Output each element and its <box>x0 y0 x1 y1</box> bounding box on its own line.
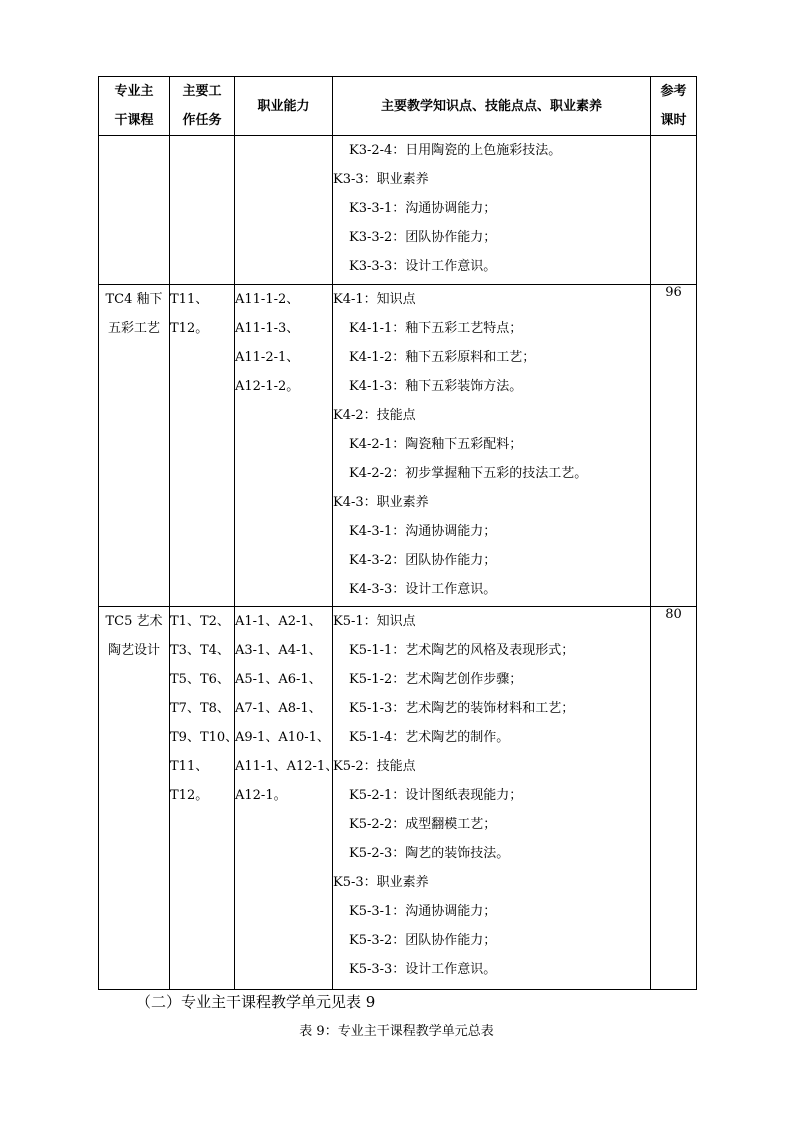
hours-cell: 80 <box>651 607 697 990</box>
knowledge-item: K5-2-2：成型翻模工艺； <box>349 817 497 832</box>
course-name <box>105 285 162 343</box>
knowledge-item: K3-3-3：设计工作意识。 <box>349 259 497 274</box>
ability-item: A12-1-2。 <box>235 379 300 394</box>
table-row <box>99 607 697 990</box>
hours-cell: 96 <box>651 285 697 607</box>
header-hours-line: 课时 <box>660 113 687 128</box>
knowledge-item: K4-2-2：初步掌握釉下五彩的技法工艺。 <box>349 466 588 481</box>
knowledge-item: K5-3-3：设计工作意识。 <box>349 962 497 977</box>
task-item: T9、T10、 <box>170 730 239 745</box>
course-name-line: TC4 釉下 <box>105 292 163 307</box>
header-tasks <box>170 77 235 136</box>
knowledge-item: K5-2-1：设计图纸表现能力； <box>349 788 523 803</box>
knowledge-item: K4-3-1：沟通协调能力； <box>349 524 497 539</box>
knowledge-group: K5-1：知识点 <box>333 614 416 629</box>
course-name-line: TC5 艺术 <box>105 614 163 629</box>
header-course <box>99 77 170 136</box>
knowledge-group: K4-3：职业素养 <box>333 495 429 510</box>
ability-item: A12-1。 <box>235 788 287 803</box>
knowledge-item: K5-3-1：沟通协调能力； <box>349 904 497 919</box>
header-hours-line: 参考 <box>660 84 687 99</box>
course-name-line: 五彩工艺 <box>107 321 160 336</box>
task-item: T12。 <box>170 321 209 336</box>
ability-item: A9-1、A10-1、 <box>235 730 330 745</box>
ability-item: A11-1-2、 <box>235 292 300 307</box>
knowledge-group: K3-3：职业素养 <box>333 172 429 187</box>
hours-cell <box>651 136 697 285</box>
abilities-cell <box>235 607 339 990</box>
ability-item: A5-1、A6-1、 <box>235 672 322 687</box>
knowledge-item: K4-1-3：釉下五彩装饰方法。 <box>349 379 523 394</box>
knowledge-item: K5-3-2：团队协作能力； <box>349 933 497 948</box>
knowledge-item: K4-1-2：釉下五彩原料和工艺； <box>349 350 536 365</box>
knowledge-item: K4-2-1：陶瓷釉下五彩配料； <box>349 437 523 452</box>
header-course-line: 专业主 <box>114 84 154 99</box>
abilities-cell <box>235 136 333 285</box>
ability-item: A3-1、A4-1、 <box>235 643 322 658</box>
tasks-cell <box>170 607 239 990</box>
course-cell <box>99 285 170 607</box>
table-row <box>99 136 697 285</box>
table-caption: 表 9：专业主干课程教学单元总表 <box>299 1024 494 1039</box>
knowledge-cell <box>333 136 651 285</box>
header-row <box>99 77 697 136</box>
knowledge-item: K3-2-4：日用陶瓷的上色施彩技法。 <box>349 143 562 158</box>
ability-item: A7-1、A8-1、 <box>235 701 322 716</box>
knowledge-group: K5-2：技能点 <box>333 759 416 774</box>
knowledge-cell <box>333 607 651 990</box>
knowledge-item: K3-3-2：团队协作能力； <box>349 230 497 245</box>
knowledge-item: K5-2-3：陶艺的装饰技法。 <box>349 846 510 861</box>
task-item: T7、T8、 <box>170 701 230 716</box>
ability-item: A11-2-1、 <box>235 350 300 365</box>
table-body <box>99 136 697 990</box>
table-row <box>99 285 697 607</box>
header-knowledge <box>333 77 651 136</box>
knowledge-item: K4-3-3：设计工作意识。 <box>349 582 497 597</box>
header-abilities <box>235 77 333 136</box>
course-table <box>98 76 697 990</box>
knowledge-group: K5-3：职业素养 <box>333 875 429 890</box>
tasks-cell <box>170 285 235 607</box>
header-abilities-label: 职业能力 <box>257 98 310 114</box>
header-tasks-line: 主要工 <box>182 84 222 99</box>
header-course-line: 干课程 <box>114 113 154 128</box>
task-item: T5、T6、 <box>170 672 230 687</box>
knowledge-group: K4-1：知识点 <box>333 292 416 307</box>
ability-item: A1-1、A2-1、 <box>235 614 322 629</box>
knowledge-item: K5-1-2：艺术陶艺创作步骤； <box>349 672 523 687</box>
header-hours <box>651 77 697 136</box>
section-heading: （二）专业主干课程教学单元见表 9 <box>136 993 376 1011</box>
knowledge-item: K5-1-1：艺术陶艺的风格及表现形式； <box>349 643 575 658</box>
course-cell <box>99 607 170 990</box>
task-item: T3、T4、 <box>170 643 230 658</box>
knowledge-group: K4-2：技能点 <box>333 408 416 423</box>
task-item: T11、 <box>170 759 209 774</box>
task-item: T12。 <box>170 788 209 803</box>
course-name-line: 陶艺设计 <box>107 643 160 658</box>
knowledge-item: K4-3-2：团队协作能力； <box>349 553 497 568</box>
tasks-cell <box>170 136 235 285</box>
ability-item: A11-1、A12-1、 <box>235 759 339 774</box>
abilities-cell <box>235 285 333 607</box>
knowledge-cell <box>333 285 651 607</box>
knowledge-item: K3-3-1：沟通协调能力； <box>349 201 497 216</box>
knowledge-item: K5-1-3：艺术陶艺的装饰材料和工艺； <box>349 701 575 716</box>
knowledge-item: K4-1-1：釉下五彩工艺特点； <box>349 321 523 336</box>
header-tasks-line: 作任务 <box>182 113 222 128</box>
task-item: T11、 <box>170 292 209 307</box>
ability-item: A11-1-3、 <box>235 321 300 336</box>
task-item: T1、T2、 <box>170 614 230 629</box>
course-name <box>105 607 162 665</box>
course-cell <box>99 136 170 285</box>
header-knowledge-label: 主要教学知识点、技能点点、职业素养 <box>380 98 602 114</box>
knowledge-item: K5-1-4：艺术陶艺的制作。 <box>349 730 510 745</box>
